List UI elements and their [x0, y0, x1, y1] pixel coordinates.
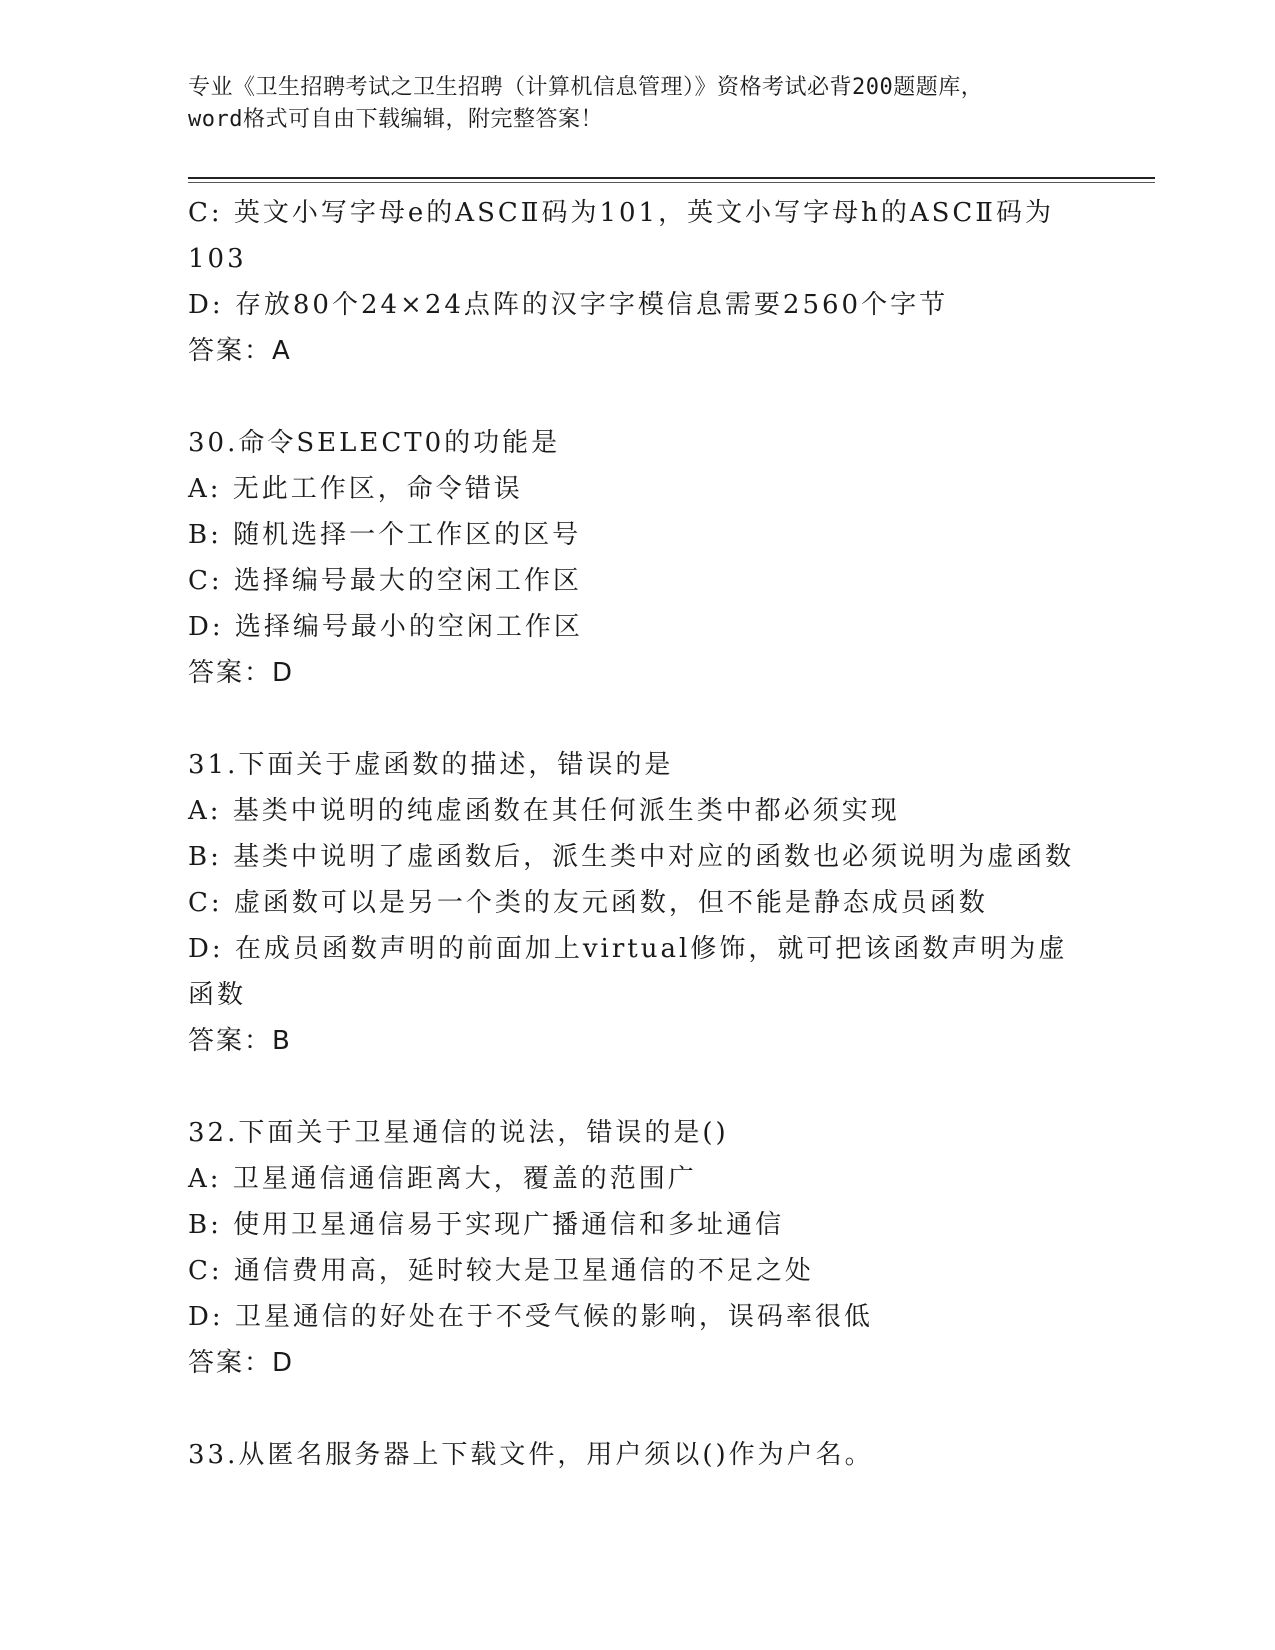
spacer — [188, 1386, 1088, 1432]
option-b: B: 基类中说明了虚函数后，派生类中对应的函数也必须说明为虚函数 — [188, 842, 1075, 872]
option-d: D: 选择编号最小的空闲工作区 — [188, 612, 583, 642]
question-stem: 31.下面关于虚函数的描述，错误的是 — [188, 750, 674, 780]
question-list — [188, 190, 1088, 1478]
question-stem: 30.命令SELECT0的功能是 — [188, 428, 561, 458]
answer: 答案：B — [188, 1026, 292, 1056]
question-30 — [188, 420, 1088, 696]
option-c: C: 选择编号最大的空闲工作区 — [188, 566, 582, 596]
question-stem: 33.从匿名服务器上下载文件，用户须以()作为户名。 — [188, 1440, 874, 1470]
option-a: A: 基类中说明的纯虚函数在其任何派生类中都必须实现 — [188, 796, 900, 826]
option-c-continued: 103 — [188, 244, 247, 274]
spacer — [188, 696, 1088, 742]
spacer — [188, 1064, 1088, 1110]
option-d: D: 在成员函数声明的前面加上virtual修饰，就可把该函数声明为虚 — [188, 934, 1068, 964]
header-line-1: 专业《卫生招聘考试之卫生招聘（计算机信息管理）》资格考试必背200题题库， — [188, 75, 984, 100]
option-b: B: 随机选择一个工作区的区号 — [188, 520, 582, 550]
question-33 — [188, 1432, 1088, 1478]
header-line-2: word格式可自由下载编辑，附完整答案！ — [188, 107, 603, 132]
option-a: A: 卫星通信通信距离大，覆盖的范围广 — [188, 1164, 697, 1194]
option-c: C: 英文小写字母e的ASCⅡ码为101，英文小写字母h的ASCⅡ码为 — [188, 198, 1054, 228]
option-b: B: 使用卫星通信易于实现广播通信和多址通信 — [188, 1210, 785, 1240]
header-divider-thick — [188, 177, 1155, 179]
option-a: A: 无此工作区，命令错误 — [188, 474, 523, 504]
spacer — [188, 374, 1088, 420]
header-divider-thin — [188, 182, 1155, 183]
answer: 答案：D — [188, 658, 295, 688]
answer: 答案：A — [188, 336, 292, 366]
question-stem: 32.下面关于卫星通信的说法，错误的是() — [188, 1118, 729, 1148]
document-header — [188, 72, 1088, 136]
option-d: D: 卫星通信的好处在于不受气候的影响，误码率很低 — [188, 1302, 873, 1332]
question-31 — [188, 742, 1088, 1064]
question-32 — [188, 1110, 1088, 1386]
question-29-tail — [188, 190, 1088, 374]
option-c: C: 通信费用高，延时较大是卫星通信的不足之处 — [188, 1256, 814, 1286]
option-c: C: 虚函数可以是另一个类的友元函数，但不能是静态成员函数 — [188, 888, 988, 918]
answer: 答案：D — [188, 1348, 295, 1378]
option-d: D: 存放80个24×24点阵的汉字字模信息需要2560个字节 — [188, 290, 949, 320]
option-d-continued: 函数 — [188, 980, 247, 1010]
